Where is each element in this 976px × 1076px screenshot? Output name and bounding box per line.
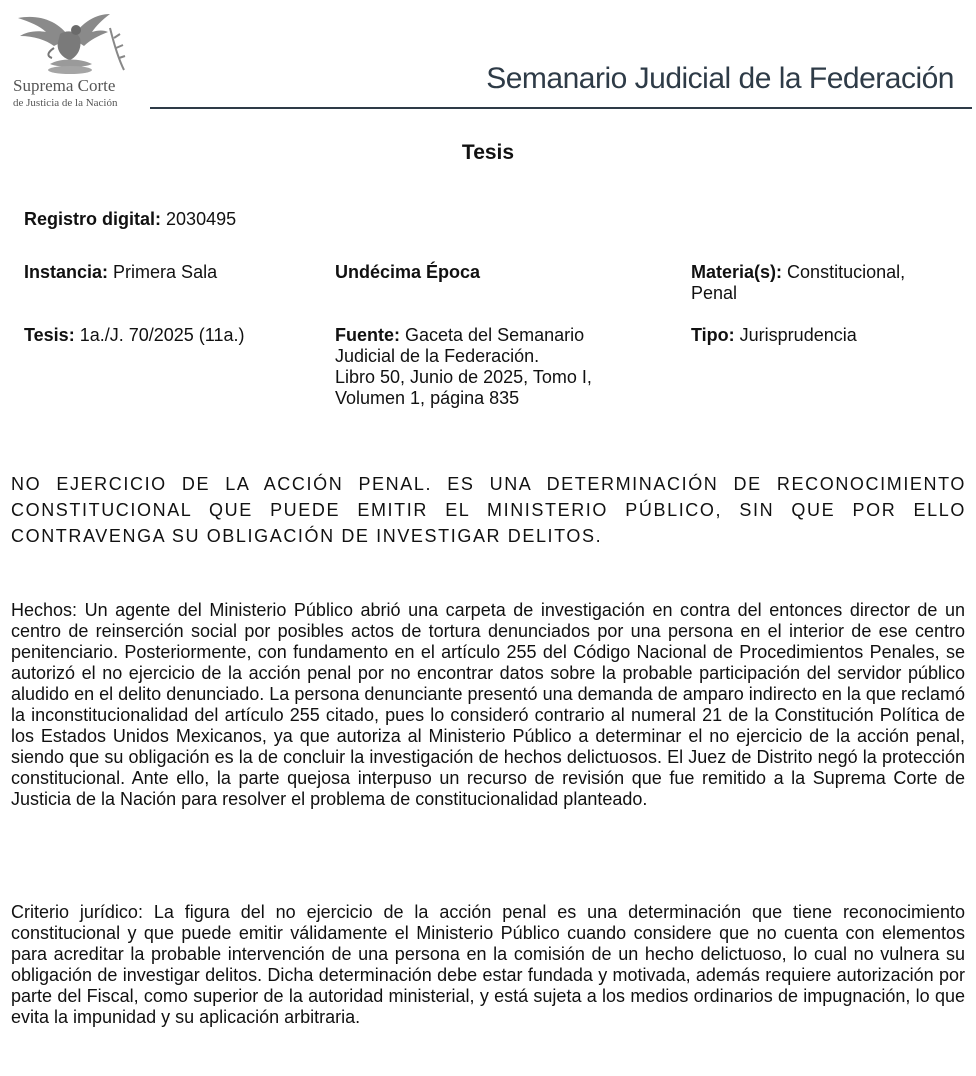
- instancia-label: Instancia:: [24, 262, 109, 282]
- tipo-value: Jurisprudencia: [739, 325, 857, 345]
- tipo-label: Tipo:: [691, 325, 735, 345]
- tesis-label: Tesis:: [24, 325, 75, 345]
- eagle-emblem-icon: [10, 8, 140, 78]
- instancia-value: Primera Sala: [113, 262, 218, 282]
- fuente: [335, 325, 665, 409]
- tesis-value: 1a./J. 70/2025 (11a.): [79, 325, 245, 345]
- hechos-paragraph: Hechos: Un agente del Ministerio Público abrió una carpeta de investigación en contra del entonces director de un centro de reinserción social por posibles actos de tortura denunciados por una persona en el interior de ese centro penitenciario. Posteriormente, con fundamento en el artículo 255 del Código Nacional de Procedimientos Penales, se autorizó el no ejercicio de la acción penal por no encontrar datos sobre la probable participación del servidor público aludido en el delito denunciado. La persona denunciante presentó una demanda de amparo indirecto en la que reclamó la inconstitucionalidad del artículo 255 citado, pues lo consideró contrario al numeral 21 de la Constitución Política de los Estados Unidos Mexicanos, ya que autoriza al Ministerio Público a determinar el no ejercicio de la acción penal, siendo que su obligación es la de concluir la investigación de hechos delictuosos. El Juez de Distrito negó la protección constitucional. Ante ello, la parte quejosa interpuso un recurso de revisión que fue remitido a la Suprema Corte de Justicia de la Nación para resolver el problema de constitucionalidad planteado.: [11, 600, 965, 809]
- epoca-value: Undécima Época: [335, 262, 481, 282]
- registro-value: 2030495: [166, 209, 237, 229]
- tipo: [691, 325, 857, 346]
- registro-digital: [24, 209, 236, 230]
- page-header: [0, 0, 976, 110]
- header-divider: [150, 107, 972, 109]
- fuente-value-2: Judicial de la Federación.: [335, 346, 540, 366]
- fuente-value-4: Volumen 1, página 835: [335, 388, 520, 408]
- materia-label: Materia(s):: [691, 262, 783, 282]
- criterio-paragraph: Criterio jurídico: La figura del no ejercicio de la acción penal es una determinación que tiene reconocimiento constitucional y que puede emitir válidamente el Ministerio Público cuando considere que no cuenta con elementos para acreditar la probable intervención de una persona en la comisión de un hecho delictuoso, lo cual no vulnera su obligación de investigar delitos. Dicha determinación debe estar fundada y motivada, además requiere autorización por parte del Fiscal, como superior de la autoridad ministerial, y está sujeta a los medios ordinarios de impugnación, lo que evita la impunidad y su aplicación arbitraria.: [11, 902, 965, 1027]
- instancia: [24, 262, 217, 283]
- logo-title: Suprema Corte: [13, 76, 116, 95]
- epoca: [335, 262, 480, 283]
- document-type-heading: Tesis: [461, 141, 515, 164]
- fuente-label: Fuente:: [335, 325, 400, 345]
- materia-value-cont: Penal: [691, 283, 738, 303]
- scjn-logo: [10, 8, 140, 108]
- tesis-rubro: NO EJERCICIO DE LA ACCIÓN PENAL. ES UNA DETERMINACIÓN DE RECONOCIMIENTO CONSTITUCIONAL QUE PUEDE EMITIR EL MINISTERIO PÚBLICO, SIN QUE POR ELLO CONTRAVENGA SU OBLIGACIÓN DE INVESTIGAR DELITOS.: [11, 474, 966, 546]
- fuente-value-3: Libro 50, Junio de 2025, Tomo I,: [335, 367, 592, 387]
- logo-subtitle: de Justicia de la Nación: [13, 97, 118, 109]
- site-title: Semanario Judicial de la Federación: [486, 62, 954, 95]
- tesis-number: [24, 325, 244, 346]
- materia: [691, 262, 961, 304]
- registro-label: Registro digital:: [24, 209, 162, 229]
- fuente-value-1: Gaceta del Semanario: [405, 325, 585, 345]
- materia-value: Constitucional,: [787, 262, 906, 282]
